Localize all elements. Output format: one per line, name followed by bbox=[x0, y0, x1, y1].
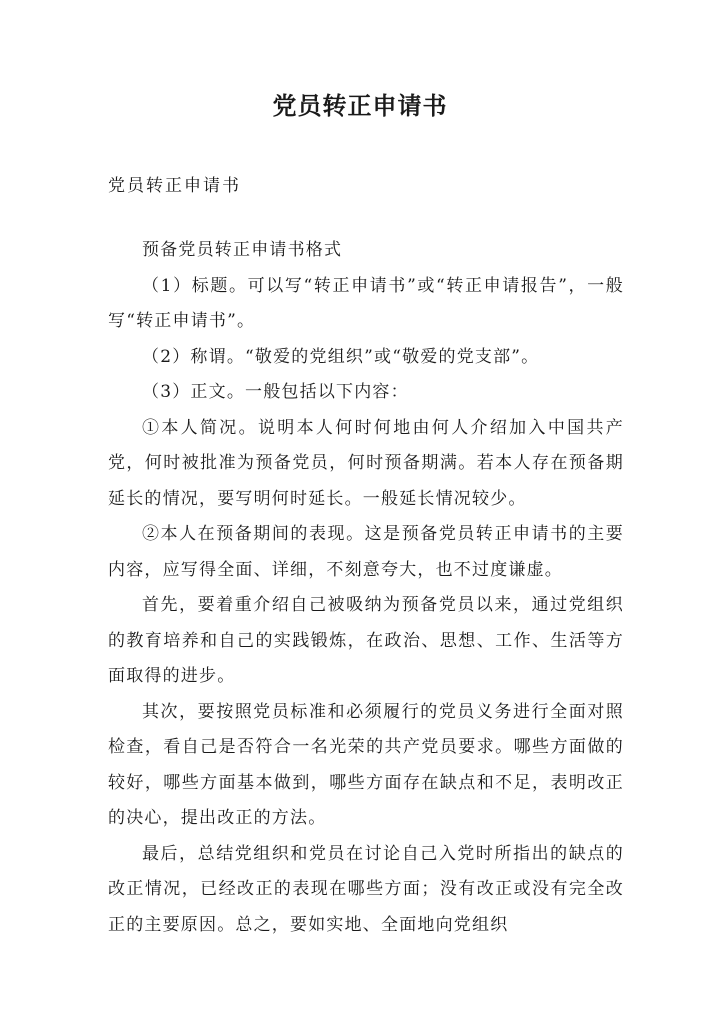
paragraph-title-item: （1）标题。可以写“转正申请书”或“转正申请报告”，一般写“转正申请书”。 bbox=[108, 275, 624, 331]
paragraph-body-item: （3）正文。一般包括以下内容： bbox=[142, 382, 409, 402]
paragraph-format-heading: 预备党员转正申请书格式 bbox=[142, 240, 343, 260]
paragraph-last: 最后，总结党组织和党员在讨论自己入党时所指出的缺点的改正情况，已经改正的表现在哪些方面；没有改正或没有完全改正的主要原因。总之，要如实地、全面地向党组织 bbox=[108, 843, 624, 935]
document-body bbox=[108, 233, 624, 943]
paragraph-second: 其次，要按照党员标准和必须履行的党员义务进行全面对照检查，看自己是否符合一名光荣的共产党员要求。哪些方面做的较好，哪些方面基本做到，哪些方面存在缺点和不足，表明改正的决心，提出改正的方法。 bbox=[108, 701, 624, 828]
paragraph-first: 首先，要着重介绍自己被吸纳为预备党员以来，通过党组织的教育培养和自己的实践锻炼，在政治、思想、工作、生活等方面取得的进步。 bbox=[108, 595, 624, 686]
document-title: 党员转正申请书 bbox=[272, 92, 448, 120]
paragraph-salutation-item: （2）称谓。“敬爱的党组织”或“敬爱的党支部”。 bbox=[142, 346, 540, 367]
paragraph-personal-profile: ①本人简况。说明本人何时何地由何人介绍加入中国共产党，何时被批准为预备党员，何时预备期满。若本人存在预备期延长的情况，要写明何时延长。一般延长情况较少。 bbox=[108, 417, 624, 509]
document-subtitle: 党员转正申请书 bbox=[108, 176, 241, 196]
paragraph-probation-performance: ②本人在预备期间的表现。这是预备党员转正申请书的主要内容，应写得全面、详细，不刻意夸大，也不过度谦虚。 bbox=[108, 524, 624, 580]
